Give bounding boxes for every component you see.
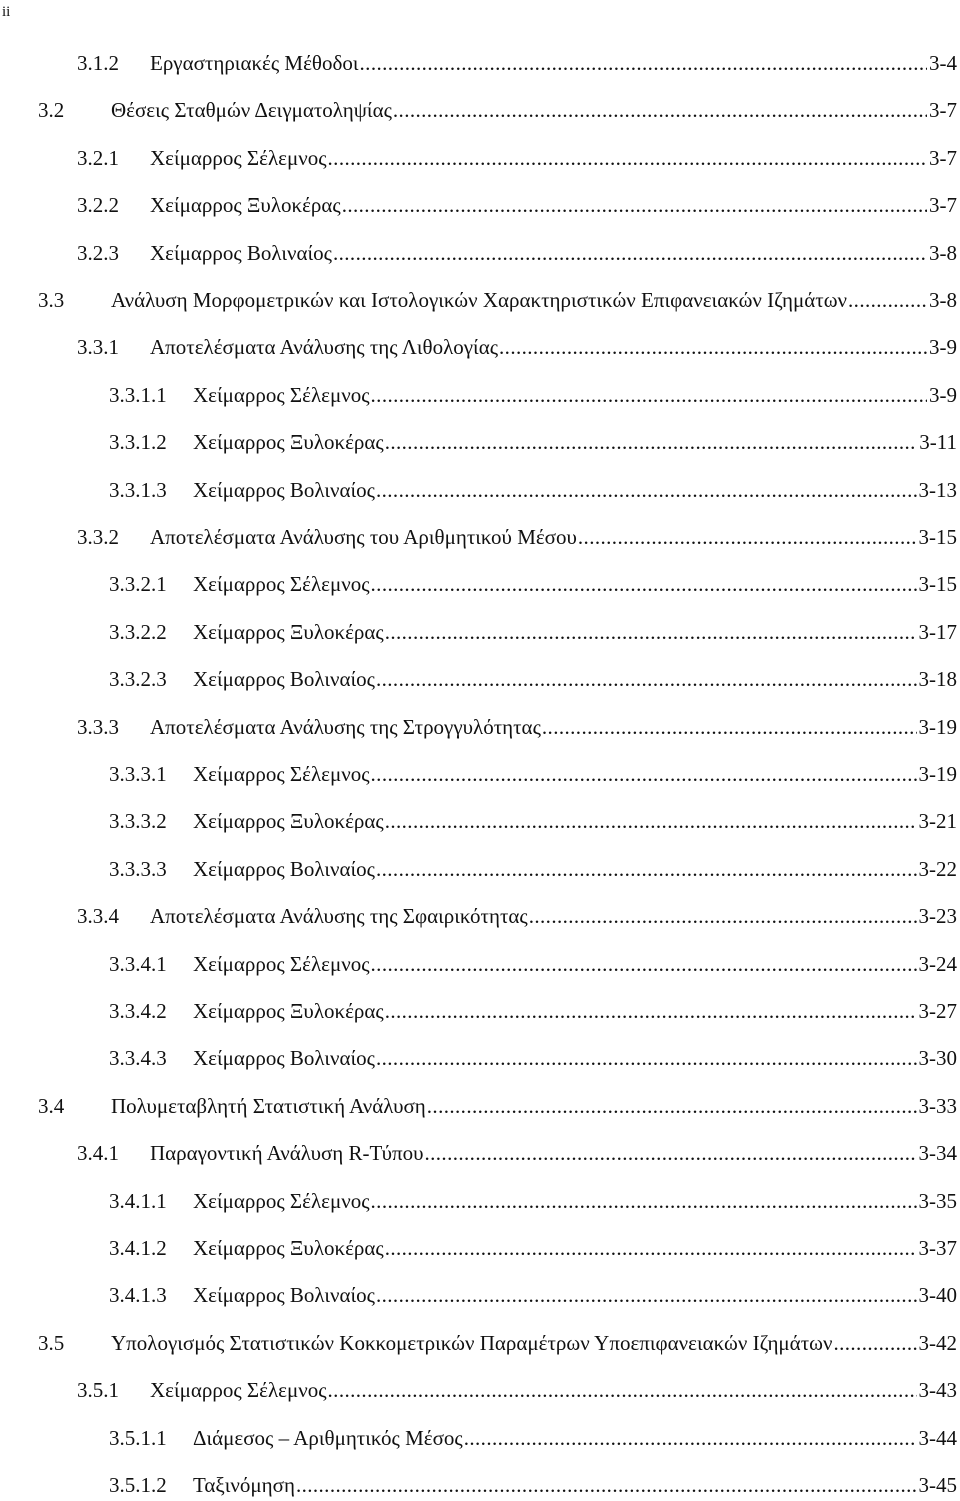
toc-entry-page: 3-21 — [918, 809, 957, 833]
toc-dot-leader — [376, 1044, 917, 1072]
toc-entry-number: 3.3.3 — [77, 715, 119, 739]
toc-entry-title: Χείμαρρος Βολιναίος — [193, 478, 375, 502]
toc-entry-page: 3-15 — [918, 525, 957, 549]
toc-entry-number: 3.3.1.2 — [109, 430, 167, 454]
toc-entry-page: 3-7 — [929, 98, 957, 122]
toc-entry-number: 3.3.1.3 — [109, 478, 167, 502]
toc-entry-number: 3.3.3.3 — [109, 857, 167, 881]
toc-entry-title: Πολυμεταβλητή Στατιστική Ανάλυση — [111, 1094, 426, 1118]
toc-entry-number: 3.4.1.2 — [109, 1236, 167, 1260]
toc-entry[interactable] — [0, 570, 960, 598]
toc-entry-number: 3.2.1 — [77, 146, 119, 170]
toc-dot-leader — [393, 96, 927, 124]
toc-dot-leader — [342, 191, 927, 219]
toc-dot-leader — [328, 144, 927, 172]
toc-entry-title: Χείμαρρος Σέλεμνος — [193, 762, 370, 786]
toc-entry-title: Ταξινόμηση — [193, 1473, 295, 1497]
toc-dot-leader — [529, 902, 917, 930]
toc-entry-number: 3.3.1.1 — [109, 383, 167, 407]
toc-entry-number: 3.4.1.1 — [109, 1189, 167, 1213]
toc-entry-number: 3.3.4.3 — [109, 1046, 167, 1070]
toc-entry-title: Αποτελέσματα Ανάλυσης της Στρογγυλότητας — [150, 715, 541, 739]
toc-entry-page: 3-40 — [918, 1283, 957, 1307]
toc-entry-title: Χείμαρρος Σέλεμνος — [193, 572, 370, 596]
toc-entry-page: 3-9 — [929, 335, 957, 359]
toc-entry[interactable] — [0, 286, 960, 314]
toc-dot-leader — [371, 381, 927, 409]
toc-entry[interactable] — [0, 618, 960, 646]
toc-entry[interactable] — [0, 381, 960, 409]
toc-entry-page: 3-11 — [919, 430, 957, 454]
toc-entry-page: 3-35 — [918, 1189, 957, 1213]
toc-entry-page: 3-15 — [918, 572, 957, 596]
toc-dot-leader — [427, 1092, 917, 1120]
toc-entry[interactable] — [0, 760, 960, 788]
toc-entry-title: Χείμαρρος Σέλεμνος — [193, 952, 370, 976]
toc-entry[interactable] — [0, 191, 960, 219]
toc-entry[interactable] — [0, 49, 960, 77]
toc-entry-page: 3-30 — [918, 1046, 957, 1070]
toc-entry-page: 3-34 — [918, 1141, 957, 1165]
toc-entry[interactable] — [0, 855, 960, 883]
toc-dot-leader — [360, 49, 927, 77]
toc-dot-leader — [385, 1234, 917, 1262]
toc-entry-page: 3-19 — [918, 762, 957, 786]
toc-entry-page: 3-24 — [918, 952, 957, 976]
toc-entry-title: Χείμαρρος Σέλεμνος — [193, 1189, 370, 1213]
toc-entry-page: 3-44 — [918, 1426, 957, 1450]
toc-entry-page: 3-13 — [918, 478, 957, 502]
toc-dot-leader — [499, 333, 927, 361]
toc-entry[interactable] — [0, 96, 960, 124]
toc-entry-page: 3-7 — [929, 146, 957, 170]
toc-dot-leader — [385, 807, 917, 835]
toc-entry[interactable] — [0, 333, 960, 361]
toc-dot-leader — [424, 1139, 916, 1167]
toc-dot-leader — [376, 855, 917, 883]
toc-entry-page: 3-37 — [918, 1236, 957, 1260]
toc-entry-number: 3.5.1.2 — [109, 1473, 167, 1497]
toc-dot-leader — [328, 1376, 917, 1404]
toc-entry-number: 3.3.2.2 — [109, 620, 167, 644]
toc-entry[interactable] — [0, 997, 960, 1025]
toc-entry-title: Χείμαρρος Σέλεμνος — [150, 1378, 327, 1402]
toc-entry-title: Διάμεσος – Αριθμητικός Μέσος — [193, 1426, 463, 1450]
toc-entry-page: 3-7 — [929, 193, 957, 217]
toc-dot-leader — [376, 665, 917, 693]
toc-entry-title: Χείμαρρος Σέλεμνος — [193, 383, 370, 407]
toc-entry[interactable] — [0, 1329, 960, 1357]
toc-entry-number: 3.5.1.1 — [109, 1426, 167, 1450]
toc-entry-number: 3.2.2 — [77, 193, 119, 217]
toc-dot-leader — [371, 950, 917, 978]
toc-entry-page: 3-8 — [929, 288, 957, 312]
toc-entry[interactable] — [0, 523, 960, 551]
toc-entry-title: Χείμαρρος Ξυλοκέρας — [193, 1236, 384, 1260]
toc-entry-title: Αποτελέσματα Ανάλυσης της Λιθολογίας — [150, 335, 499, 359]
toc-entry-number: 3.3.2.1 — [109, 572, 167, 596]
toc-entry-page: 3-17 — [918, 620, 957, 644]
toc-entry[interactable] — [0, 1044, 960, 1072]
toc-entry-number: 3.3.3.1 — [109, 762, 167, 786]
toc-dot-leader — [578, 523, 917, 551]
toc-entry[interactable] — [0, 1471, 960, 1499]
toc-entry-title: Αποτελέσματα Ανάλυσης της Σφαιρικότητας — [150, 904, 528, 928]
toc-dot-leader — [385, 618, 917, 646]
toc-entry-number: 3.2 — [38, 98, 65, 122]
toc-entry-title: Χείμαρρος Ξυλοκέρας — [193, 620, 384, 644]
toc-entry[interactable] — [0, 1139, 960, 1167]
toc-entry-title: Χείμαρρος Βολιναίος — [193, 1283, 375, 1307]
toc-entry[interactable] — [0, 1092, 960, 1120]
toc-entry-page: 3-19 — [918, 715, 957, 739]
toc-entry[interactable] — [0, 950, 960, 978]
toc-dot-leader — [833, 1329, 916, 1357]
toc-entry-number: 3.3.4 — [77, 904, 119, 928]
toc-entry-title: Ανάλυση Μορφομετρικών και Ιστολογικών Χαρακτηριστικών Επιφανειακών Ιζημάτων — [111, 288, 848, 312]
toc-entry-page: 3-18 — [918, 667, 957, 691]
toc-dot-leader — [848, 286, 927, 314]
toc-entry-page: 3-23 — [918, 904, 957, 928]
toc-entry-number: 3.3.2 — [77, 525, 119, 549]
toc-dot-leader — [371, 570, 917, 598]
toc-entry-number: 3.4.1.3 — [109, 1283, 167, 1307]
toc-entry[interactable] — [0, 428, 960, 456]
toc-entry[interactable] — [0, 807, 960, 835]
toc-entry-number: 3.5.1 — [77, 1378, 119, 1402]
toc-entry-page: 3-22 — [918, 857, 957, 881]
toc-entry-title: Χείμαρρος Βολιναίος — [150, 241, 332, 265]
toc-entry[interactable] — [0, 1424, 960, 1452]
toc-dot-leader — [464, 1424, 917, 1452]
toc-entry-title: Παραγοντική Ανάλυση R-Τύπου — [150, 1141, 424, 1165]
toc-dot-leader — [376, 1281, 917, 1309]
toc-entry-title: Θέσεις Σταθμών Δειγματοληψίας — [111, 98, 392, 122]
toc-entry[interactable] — [0, 713, 960, 741]
toc-entry[interactable] — [0, 665, 960, 693]
toc-entry-page: 3-33 — [918, 1094, 957, 1118]
toc-entry-title: Χείμαρρος Ξυλοκέρας — [193, 999, 384, 1023]
toc-entry-title: Χείμαρρος Ξυλοκέρας — [193, 809, 384, 833]
toc-entry-title: Χείμαρρος Ξυλοκέρας — [150, 193, 341, 217]
toc-dot-leader — [376, 476, 917, 504]
toc-dot-leader — [542, 713, 917, 741]
toc-dot-leader — [385, 428, 918, 456]
toc-entry[interactable] — [0, 1234, 960, 1262]
toc-entry-page: 3-43 — [918, 1378, 957, 1402]
toc-entry[interactable] — [0, 1187, 960, 1215]
toc-entry-number: 3.5 — [38, 1331, 65, 1355]
toc-entry-number: 3.3.4.1 — [109, 952, 167, 976]
toc-entry-title: Χείμαρρος Βολιναίος — [193, 1046, 375, 1070]
toc-dot-leader — [296, 1471, 917, 1499]
toc-dot-leader — [333, 239, 927, 267]
toc-entry-number: 3.4 — [38, 1094, 65, 1118]
page-number: ii — [2, 4, 11, 20]
toc-entry[interactable] — [0, 239, 960, 267]
toc-entry-number: 3.4.1 — [77, 1141, 119, 1165]
toc-entry-number: 3.3.2.3 — [109, 667, 167, 691]
toc-dot-leader — [385, 997, 917, 1025]
toc-entry-number: 3.1.2 — [77, 51, 119, 75]
toc-entry-page: 3-42 — [918, 1331, 957, 1355]
toc-entry-number: 3.2.3 — [77, 241, 119, 265]
toc-entry-number: 3.3.3.2 — [109, 809, 167, 833]
toc-entry-title: Χείμαρρος Ξυλοκέρας — [193, 430, 384, 454]
toc-entry-number: 3.3 — [38, 288, 65, 312]
toc-entry-page: 3-8 — [929, 241, 957, 265]
toc-entry-number: 3.3.4.2 — [109, 999, 167, 1023]
toc-entry[interactable] — [0, 902, 960, 930]
toc-entry-title: Αποτελέσματα Ανάλυσης του Αριθμητικού Μέσου — [150, 525, 577, 549]
toc-entry-title: Χείμαρρος Βολιναίος — [193, 667, 375, 691]
toc-entry-page: 3-9 — [929, 383, 957, 407]
toc-dot-leader — [371, 1187, 917, 1215]
toc-entry-title: Εργαστηριακές Μέθοδοι — [150, 51, 359, 75]
toc-entry-page: 3-45 — [918, 1473, 957, 1497]
toc-entry[interactable] — [0, 1376, 960, 1404]
toc-entry-title: Υπολογισμός Στατιστικών Κοκκομετρικών Παραμέτρων Υποεπιφανειακών Ιζημάτων — [111, 1331, 833, 1355]
toc-entry[interactable] — [0, 144, 960, 172]
toc-entry-page: 3-27 — [918, 999, 957, 1023]
toc-entry-title: Χείμαρρος Σέλεμνος — [150, 146, 327, 170]
toc-entry[interactable] — [0, 476, 960, 504]
toc-dot-leader — [371, 760, 917, 788]
toc-entry-number: 3.3.1 — [77, 335, 119, 359]
toc-entry[interactable] — [0, 1281, 960, 1309]
toc-entry-title: Χείμαρρος Βολιναίος — [193, 857, 375, 881]
toc-entry-page: 3-4 — [929, 51, 957, 75]
